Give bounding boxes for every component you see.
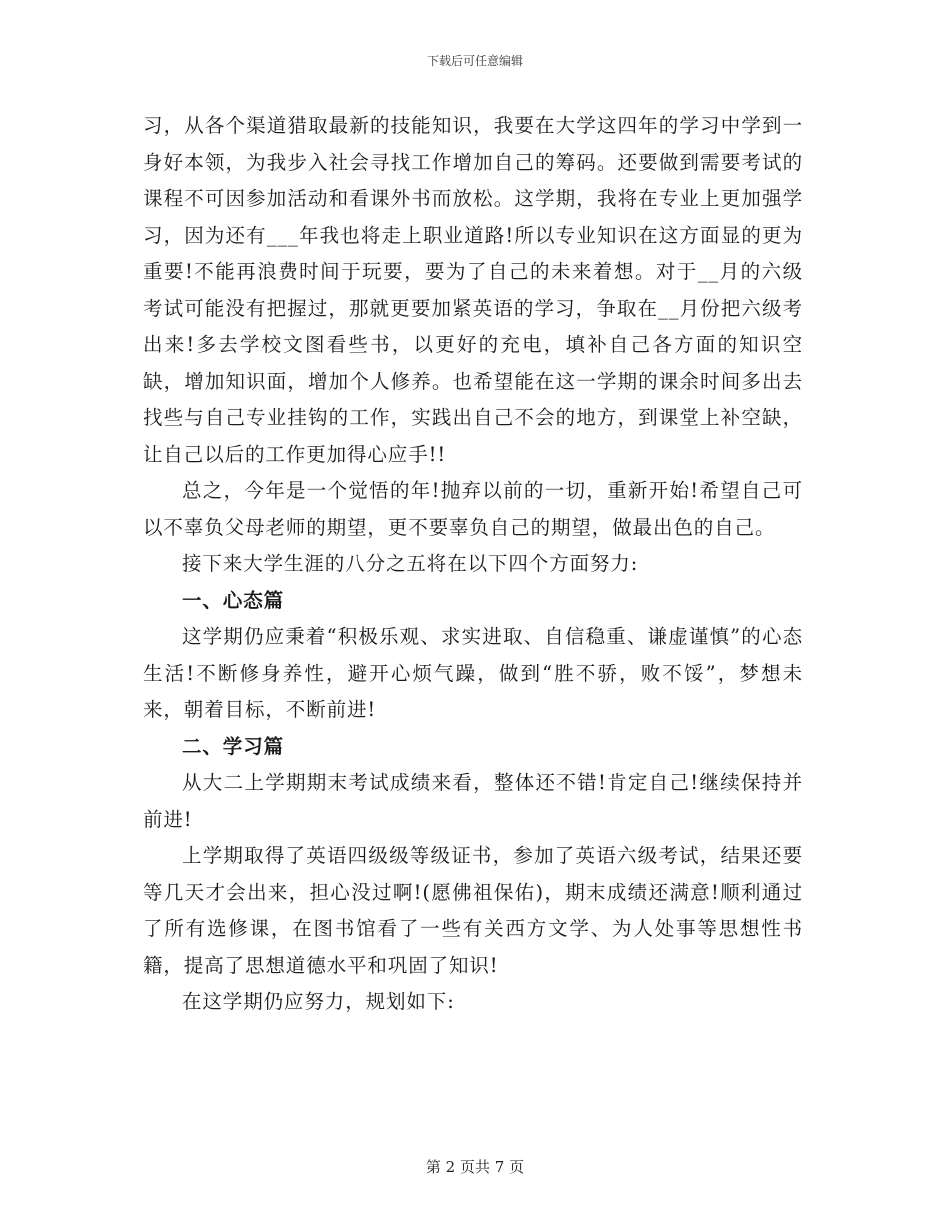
document-body: [143, 108, 803, 1021]
paragraph-study-results: 从大二上学期期末考试成绩来看，整体还不错!肯定自己!继续保持并前进!: [143, 771, 803, 831]
section-heading-mindset: 一、心态篇: [182, 588, 285, 612]
paragraph-continued: 习，从各个渠道猎取最新的技能知识，我要在大学这四年的学习中学到一身好本领，为我步入社会寻找工作增加自己的筹码。还要做到需要考试的课程不可因参加活动和看课外书而放松。这学期，我将在专业上更加强学习，因为还有___年我也将走上职业道路!所以专业知识在这方面显的更为重要!不能再浪费时间于玩要，要为了自己的未来着想。对于__月的六级考试可能没有把握过，那就更要加紧英语的学习，争取在__月份把六级考出来!多去学校文图看些书，以更好的充电，填补自己各方面的知识空缺，增加知识面，增加个人修养。也希望能在这一学期的课余时间多出去找些与自己专业挂钩的工作，实践出自己不会的地方，到课堂上补空缺，让自己以后的工作更加得心应手!!: [143, 114, 803, 466]
paragraph-study-plan: 在这学期仍应努力，规划如下:: [182, 990, 455, 1013]
page-number: 第 2 页共 7 页: [425, 1158, 525, 1176]
section-heading-study: 二、学习篇: [182, 734, 285, 758]
paragraph-study-achievements: 上学期取得了英语四级级等级证书，参加了英语六级考试，结果还要等几天才会出来，担心没过啊!(愿佛祖保佑)，期末成绩还满意!顺利通过了所有选修课，在图书馆看了一些有关西方文学、为人处事等思想性书籍，提高了思想道德水平和巩固了知识!: [143, 844, 803, 977]
paragraph-intro: 接下来大学生涯的八分之五将在以下四个方面努力:: [182, 552, 639, 575]
page-header: 下载后可任意编辑: [426, 54, 523, 68]
paragraph-mindset: 这学期仍应秉着“积极乐观、求实进取、自信稳重、谦虚谨慎”的心态生活!不断修身养性，避开心烦气躁，做到“胜不骄，败不馁”，梦想未来，朝着目标，不断前进!: [143, 625, 803, 721]
paragraph-summary: 总之，今年是一个觉悟的年!抛弃以前的一切，重新开始!希望自己可以不辜负父母老师的期望，更不要辜负自己的期望，做最出色的自己。: [143, 479, 803, 539]
